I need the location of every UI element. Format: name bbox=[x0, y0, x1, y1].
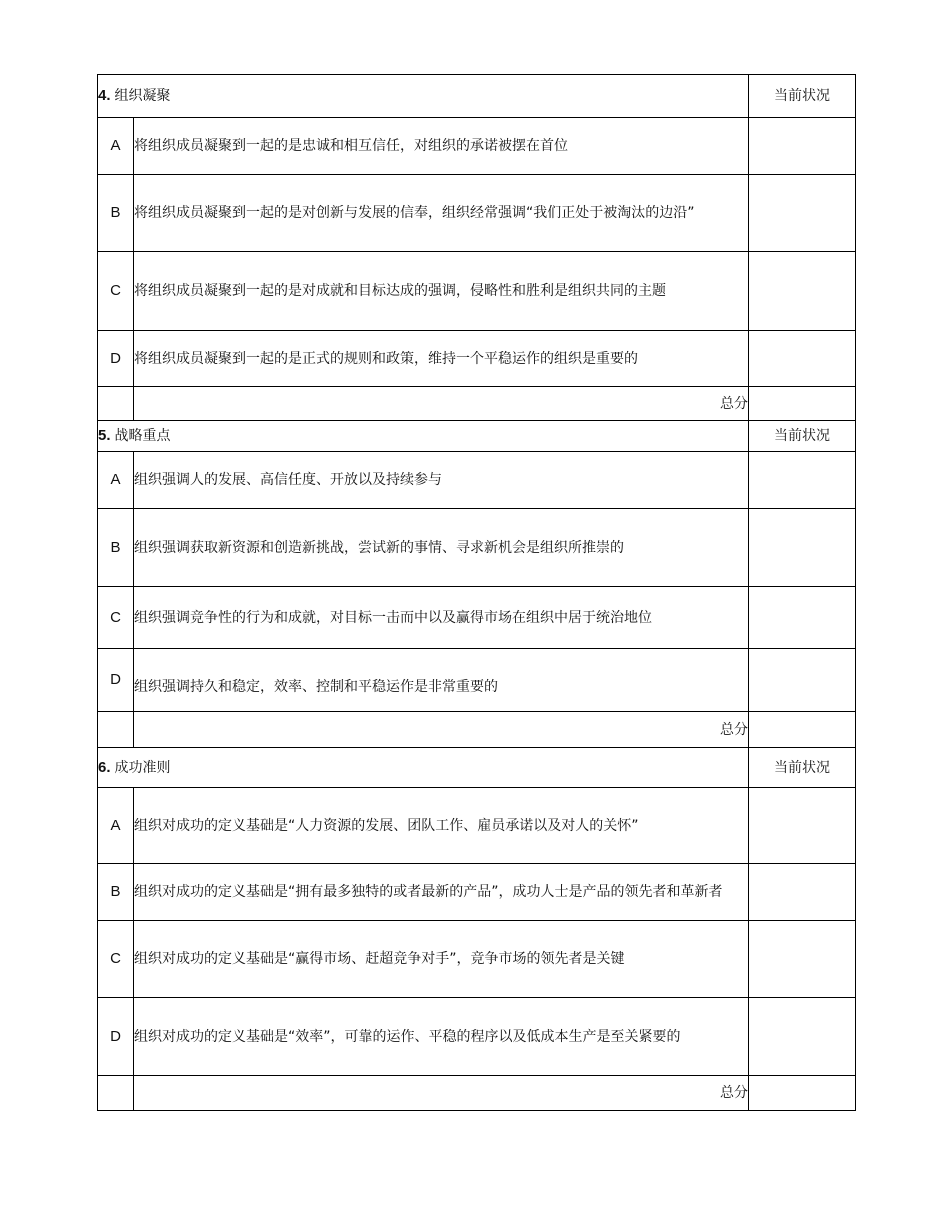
option-text: 将组织成员凝聚到一起的是正式的规则和政策，维持一个平稳运作的组织是重要的 bbox=[134, 331, 749, 387]
total-input-cell[interactable] bbox=[749, 1076, 856, 1111]
score-input-cell[interactable] bbox=[749, 331, 856, 387]
option-row bbox=[98, 452, 856, 509]
option-row bbox=[98, 252, 856, 331]
option-letter: D bbox=[98, 331, 134, 387]
empty-cell bbox=[98, 1076, 134, 1111]
option-row bbox=[98, 509, 856, 587]
section-header-4 bbox=[98, 75, 856, 118]
total-label: 总分 bbox=[134, 1076, 749, 1111]
option-text: 组织强调获取新资源和创造新挑战，尝试新的事情、寻求新机会是组织所推崇的 bbox=[134, 509, 749, 587]
total-row bbox=[98, 387, 856, 421]
option-row bbox=[98, 998, 856, 1076]
option-text: 将组织成员凝聚到一起的是对成就和目标达成的强调，侵略性和胜利是组织共同的主题 bbox=[134, 252, 749, 331]
option-text: 组织对成功的定义基础是“拥有最多独特的或者最新的产品”，成功人士是产品的领先者和革新者 bbox=[134, 864, 749, 921]
section-title: 战略重点 bbox=[114, 428, 171, 444]
option-row bbox=[98, 331, 856, 387]
total-input-cell[interactable] bbox=[749, 712, 856, 748]
total-input-cell[interactable] bbox=[749, 387, 856, 421]
score-input-cell[interactable] bbox=[749, 921, 856, 998]
total-label: 总分 bbox=[134, 387, 749, 421]
option-text: 组织对成功的定义基础是“赢得市场、赶超竞争对手”，竞争市场的领先者是关键 bbox=[134, 921, 749, 998]
option-text: 组织对成功的定义基础是“人力资源的发展、团队工作、雇员承诺以及对人的关怀” bbox=[134, 788, 749, 864]
option-letter: D bbox=[98, 998, 134, 1076]
total-row bbox=[98, 712, 856, 748]
option-row bbox=[98, 788, 856, 864]
section-title-cell bbox=[98, 421, 749, 452]
option-text: 组织强调人的发展、高信任度、开放以及持续参与 bbox=[134, 452, 749, 509]
section-number: 4. bbox=[98, 87, 111, 104]
section-title: 成功准则 bbox=[114, 759, 171, 776]
option-row bbox=[98, 175, 856, 252]
option-row bbox=[98, 864, 856, 921]
option-row bbox=[98, 649, 856, 712]
section-title: 组织凝聚 bbox=[114, 88, 171, 104]
total-row bbox=[98, 1076, 856, 1111]
score-input-cell[interactable] bbox=[749, 118, 856, 175]
option-text: 组织强调持久和稳定，效率、控制和平稳运作是非常重要的 bbox=[134, 649, 749, 712]
option-text: 将组织成员凝聚到一起的是对创新与发展的信奉，组织经常强调“我们正处于被淘汰的边沿” bbox=[134, 175, 749, 252]
option-text: 组织强调竞争性的行为和成就，对目标一击而中以及赢得市场在组织中居于统治地位 bbox=[134, 587, 749, 649]
section-number: 6. bbox=[98, 758, 111, 776]
option-letter: A bbox=[98, 118, 134, 175]
section-header-6 bbox=[98, 748, 856, 788]
empty-cell bbox=[98, 712, 134, 748]
current-status-header: 当前状况 bbox=[749, 421, 856, 452]
option-letter: C bbox=[98, 921, 134, 998]
total-label: 总分 bbox=[134, 712, 749, 748]
option-letter: B bbox=[98, 509, 134, 587]
option-letter: B bbox=[98, 175, 134, 252]
option-letter: C bbox=[98, 252, 134, 331]
empty-cell bbox=[98, 387, 134, 421]
option-letter: A bbox=[98, 452, 134, 509]
option-row bbox=[98, 118, 856, 175]
option-row bbox=[98, 587, 856, 649]
section-title-cell bbox=[98, 748, 749, 788]
section-number: 5. bbox=[98, 427, 111, 444]
score-input-cell[interactable] bbox=[749, 587, 856, 649]
option-text: 将组织成员凝聚到一起的是忠诚和相互信任，对组织的承诺被摆在首位 bbox=[134, 118, 749, 175]
option-letter: A bbox=[98, 788, 134, 864]
score-input-cell[interactable] bbox=[749, 175, 856, 252]
current-status-header: 当前状况 bbox=[749, 748, 856, 788]
score-input-cell[interactable] bbox=[749, 252, 856, 331]
option-letter: D bbox=[98, 649, 134, 712]
score-input-cell[interactable] bbox=[749, 864, 856, 921]
section-title-cell bbox=[98, 75, 749, 118]
score-input-cell[interactable] bbox=[749, 649, 856, 712]
current-status-header: 当前状况 bbox=[749, 75, 856, 118]
option-letter: B bbox=[98, 864, 134, 921]
score-input-cell[interactable] bbox=[749, 998, 856, 1076]
score-input-cell[interactable] bbox=[749, 452, 856, 509]
option-row bbox=[98, 921, 856, 998]
section-header-5 bbox=[98, 421, 856, 452]
option-letter: C bbox=[98, 587, 134, 649]
score-input-cell[interactable] bbox=[749, 509, 856, 587]
assessment-table bbox=[97, 74, 856, 1111]
option-text: 组织对成功的定义基础是“效率”，可靠的运作、平稳的程序以及低成本生产是至关紧要的 bbox=[134, 998, 749, 1076]
score-input-cell[interactable] bbox=[749, 788, 856, 864]
